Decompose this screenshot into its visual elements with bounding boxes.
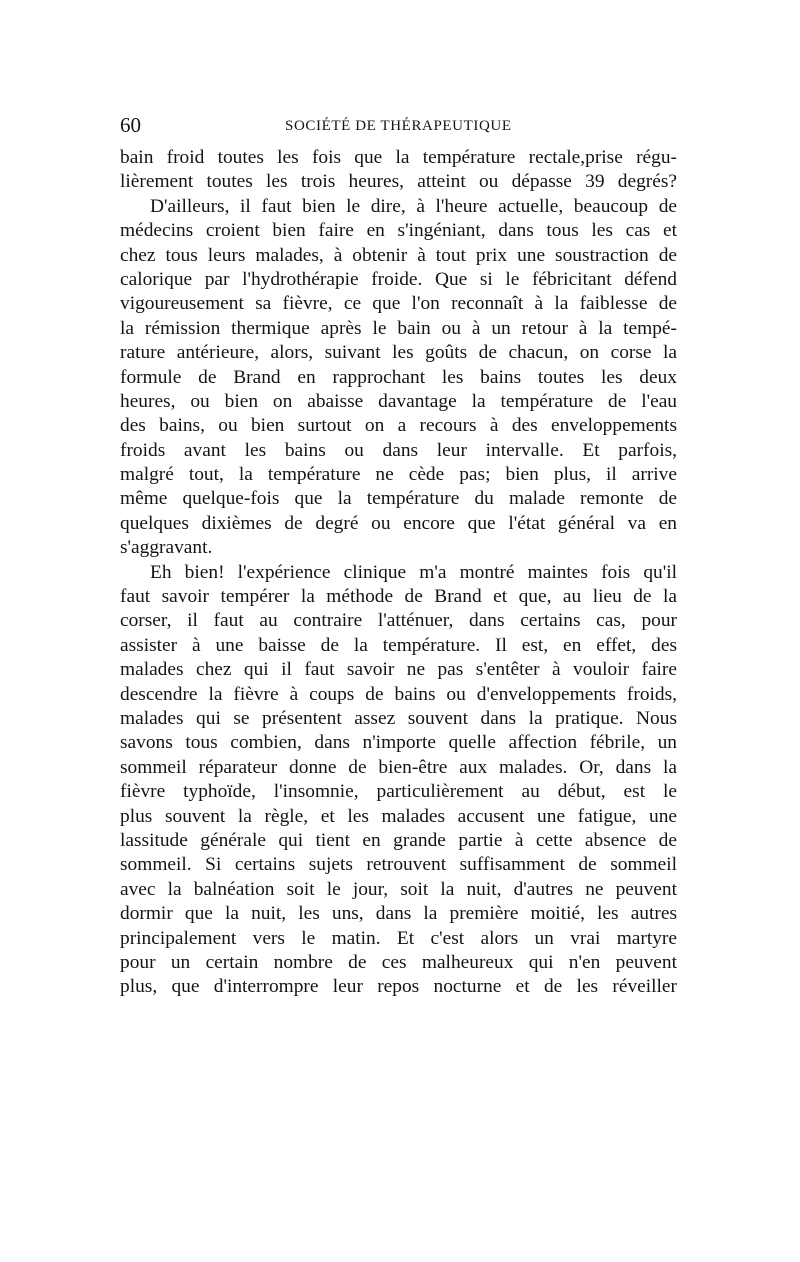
book-page [120,112,677,1000]
text-line: faut savoir tempérer la méthode de Brand et que, au lieu de la [120,586,677,608]
page-number: 60 [120,113,141,137]
text-line: lassitude générale qui tient en grande partie à cette absence de [120,829,677,851]
text-line: malgré tout, la température ne cède pas; bien plus, il arrive [120,464,677,486]
text-line: la rémission thermique après le bain ou à un retour à la tempé- [120,317,677,339]
text-line: formule de Brand en rapprochant les bains toutes les deux [120,366,677,388]
text-line: vigoureusement sa fièvre, ce que l'on reconnaît à la faiblesse de [120,293,677,315]
text-line: savons tous combien, dans n'importe quelle affection fébrile, un [120,732,677,754]
text-line: pour un certain nombre de ces malheureux qui n'en peuvent [120,951,677,973]
text-line: avec la balnéation soit le jour, soit la nuit, d'autres ne peuvent [120,878,677,900]
text-line: quelques dixièmes de degré ou encore que l'état général va en [120,512,677,534]
text-line: corser, il faut au contraire l'atténuer, dans certains cas, pour [120,610,677,632]
running-title: SOCIÉTÉ DE THÉRAPEUTIQUE [285,118,512,134]
text-line: rature antérieure, alors, suivant les goûts de chacun, on corse la [120,342,677,364]
text-line: s'aggravant. [120,537,213,559]
text-line: fièvre typhoïde, l'insomnie, particulièrement au début, est le [120,781,677,803]
text-line: dormir que la nuit, les uns, dans la première moitié, les autres [120,903,677,925]
text-line: lièrement toutes les trois heures, atteint ou dépasse 39 degrés? [120,171,677,193]
text-line: D'ailleurs, il faut bien le dire, à l'heure actuelle, beaucoup de [150,195,677,217]
text-line: chez tous leurs malades, à obtenir à tout prix une soustraction de [120,244,677,266]
text-line: même quelque-fois que la température du malade remonte de [120,488,677,510]
text-line: assister à une baisse de la température. Il est, en effet, des [120,634,677,656]
text-line: sommeil. Si certains sujets retrouvent suffisamment de sommeil [120,854,677,876]
body-text [120,146,677,1000]
text-line: heures, ou bien on abaisse davantage la température de l'eau [120,390,677,412]
running-head [120,112,677,146]
text-line: plus, que d'interrompre leur repos nocturne et de les réveiller [120,976,677,998]
text-line: malades chez qui il faut savoir ne pas s'entêter à vouloir faire [120,659,677,681]
text-line: froids avant les bains ou dans leur intervalle. Et parfois, [120,439,677,461]
text-line: des bains, ou bien surtout on a recours à des enveloppements [120,415,677,437]
text-line: médecins croient bien faire en s'ingéniant, dans tous les cas et [120,220,677,242]
text-line: bain froid toutes les fois que la température rectale,prise régu- [120,147,677,168]
text-line: calorique par l'hydrothérapie froide. Que si le fébricitant défend [120,268,677,290]
text-line: descendre la fièvre à coups de bains ou d'enveloppements froids, [120,683,677,705]
text-line: plus souvent la règle, et les malades accusent une fatigue, une [120,805,677,827]
text-line: malades qui se présentent assez souvent dans la pratique. Nous [120,707,677,729]
text-line: sommeil réparateur donne de bien-être aux malades. Or, dans la [120,756,677,778]
text-line: principalement vers le matin. Et c'est alors un vrai martyre [120,927,677,949]
text-line: Eh bien! l'expérience clinique m'a montré maintes fois qu'il [150,561,677,583]
